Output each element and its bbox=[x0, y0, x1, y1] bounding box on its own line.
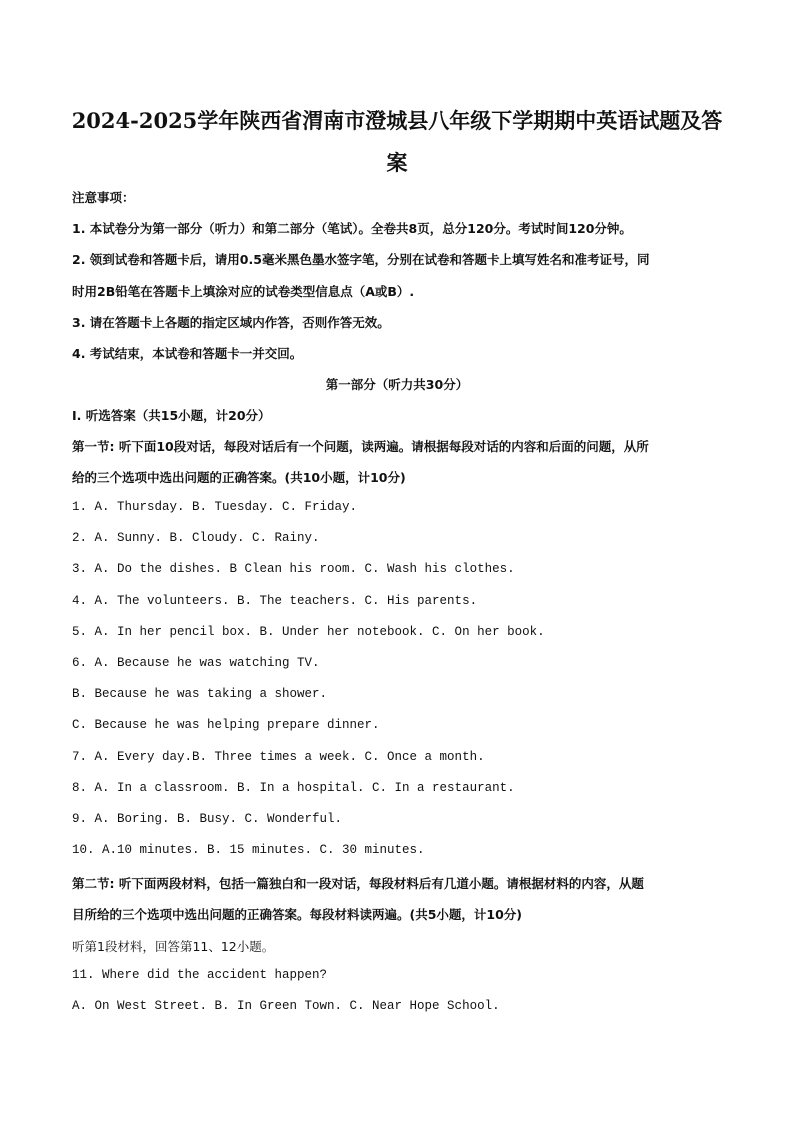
material-1-intro: 听第1段材料，回答第11、12小题。 bbox=[72, 939, 275, 954]
question-9: 9. A. Boring. B. Busy. C. Wonderful. bbox=[72, 812, 343, 826]
section-two-instructions-line-2: 目所给的三个选项中选出问题的正确答案。每段材料读两遍。(共5小题，计10分) bbox=[72, 907, 523, 922]
question-5: 5. A. In her pencil box. B. Under her notebook. C. On her book. bbox=[72, 625, 545, 639]
question-4: 4. A. The volunteers. B. The teachers. C. His parents. bbox=[72, 594, 478, 608]
section-one-instructions-line-1: 第一节: 听下面10段对话，每段对话后有一个问题，读两遍。请根据每段对话的内容和后面的问题，从所 bbox=[72, 439, 649, 454]
section-two-instructions-line-1: 第二节: 听下面两段材料，包括一篇独白和一段对话，每段材料后有几道小题。请根据材料的内容，从题 bbox=[72, 876, 644, 891]
section-one-heading: Ⅰ. 听选答案（共15小题，计20分） bbox=[72, 408, 271, 423]
notice-item-2-line-2: 时用2B铅笔在答题卡上填涂对应的试卷类型信息点（A或B）. bbox=[72, 284, 415, 299]
question-10: 10. A.10 minutes. B. 15 minutes. C. 30 minutes. bbox=[72, 843, 425, 857]
question-6-option-a: 6. A. Because he was watching TV. bbox=[72, 656, 320, 670]
notice-item-1: 1. 本试卷分为第一部分（听力）和第二部分（笔试）。全卷共8页，总分120分。考试时间120分钟。 bbox=[72, 221, 632, 236]
question-1: 1. A. Thursday. B. Tuesday. C. Friday. bbox=[72, 500, 358, 514]
notice-item-4: 4. 考试结束，本试卷和答题卡一并交回。 bbox=[72, 346, 303, 361]
question-2: 2. A. Sunny. B. Cloudy. C. Rainy. bbox=[72, 531, 320, 545]
question-8: 8. A. In a classroom. B. In a hospital. C. In a restaurant. bbox=[72, 781, 515, 795]
question-6-option-c: C. Because he was helping prepare dinner. bbox=[72, 718, 380, 732]
notice-heading: 注意事项： bbox=[72, 190, 135, 205]
question-11: 11. Where did the accident happen? bbox=[72, 968, 328, 982]
notice-item-3: 3. 请在答题卡上各题的指定区域内作答，否则作答无效。 bbox=[72, 315, 390, 330]
document-title: 2024-2025学年陕西省渭南市澄城县八年级下学期期中英语试题及答案 bbox=[71, 108, 723, 175]
notice-item-2-line-1: 2. 领到试卷和答题卡后，请用0.5毫米黑色墨水签字笔，分别在试卷和答题卡上填写姓名和准考证号，同 bbox=[72, 252, 650, 267]
question-7: 7. A. Every day.B. Three times a week. C. Once a month. bbox=[72, 750, 485, 764]
question-11-options: A. On West Street. B. In Green Town. C. Near Hope School. bbox=[72, 999, 500, 1013]
question-3: 3. A. Do the dishes. B Clean his room. C. Wash his clothes. bbox=[72, 562, 515, 576]
part-one-heading: 第一部分（听力共30分） bbox=[325, 377, 469, 392]
question-6-option-b: B. Because he was taking a shower. bbox=[72, 687, 328, 701]
section-one-instructions-line-2: 给的三个选项中选出问题的正确答案。(共10小题，计10分) bbox=[72, 470, 406, 485]
